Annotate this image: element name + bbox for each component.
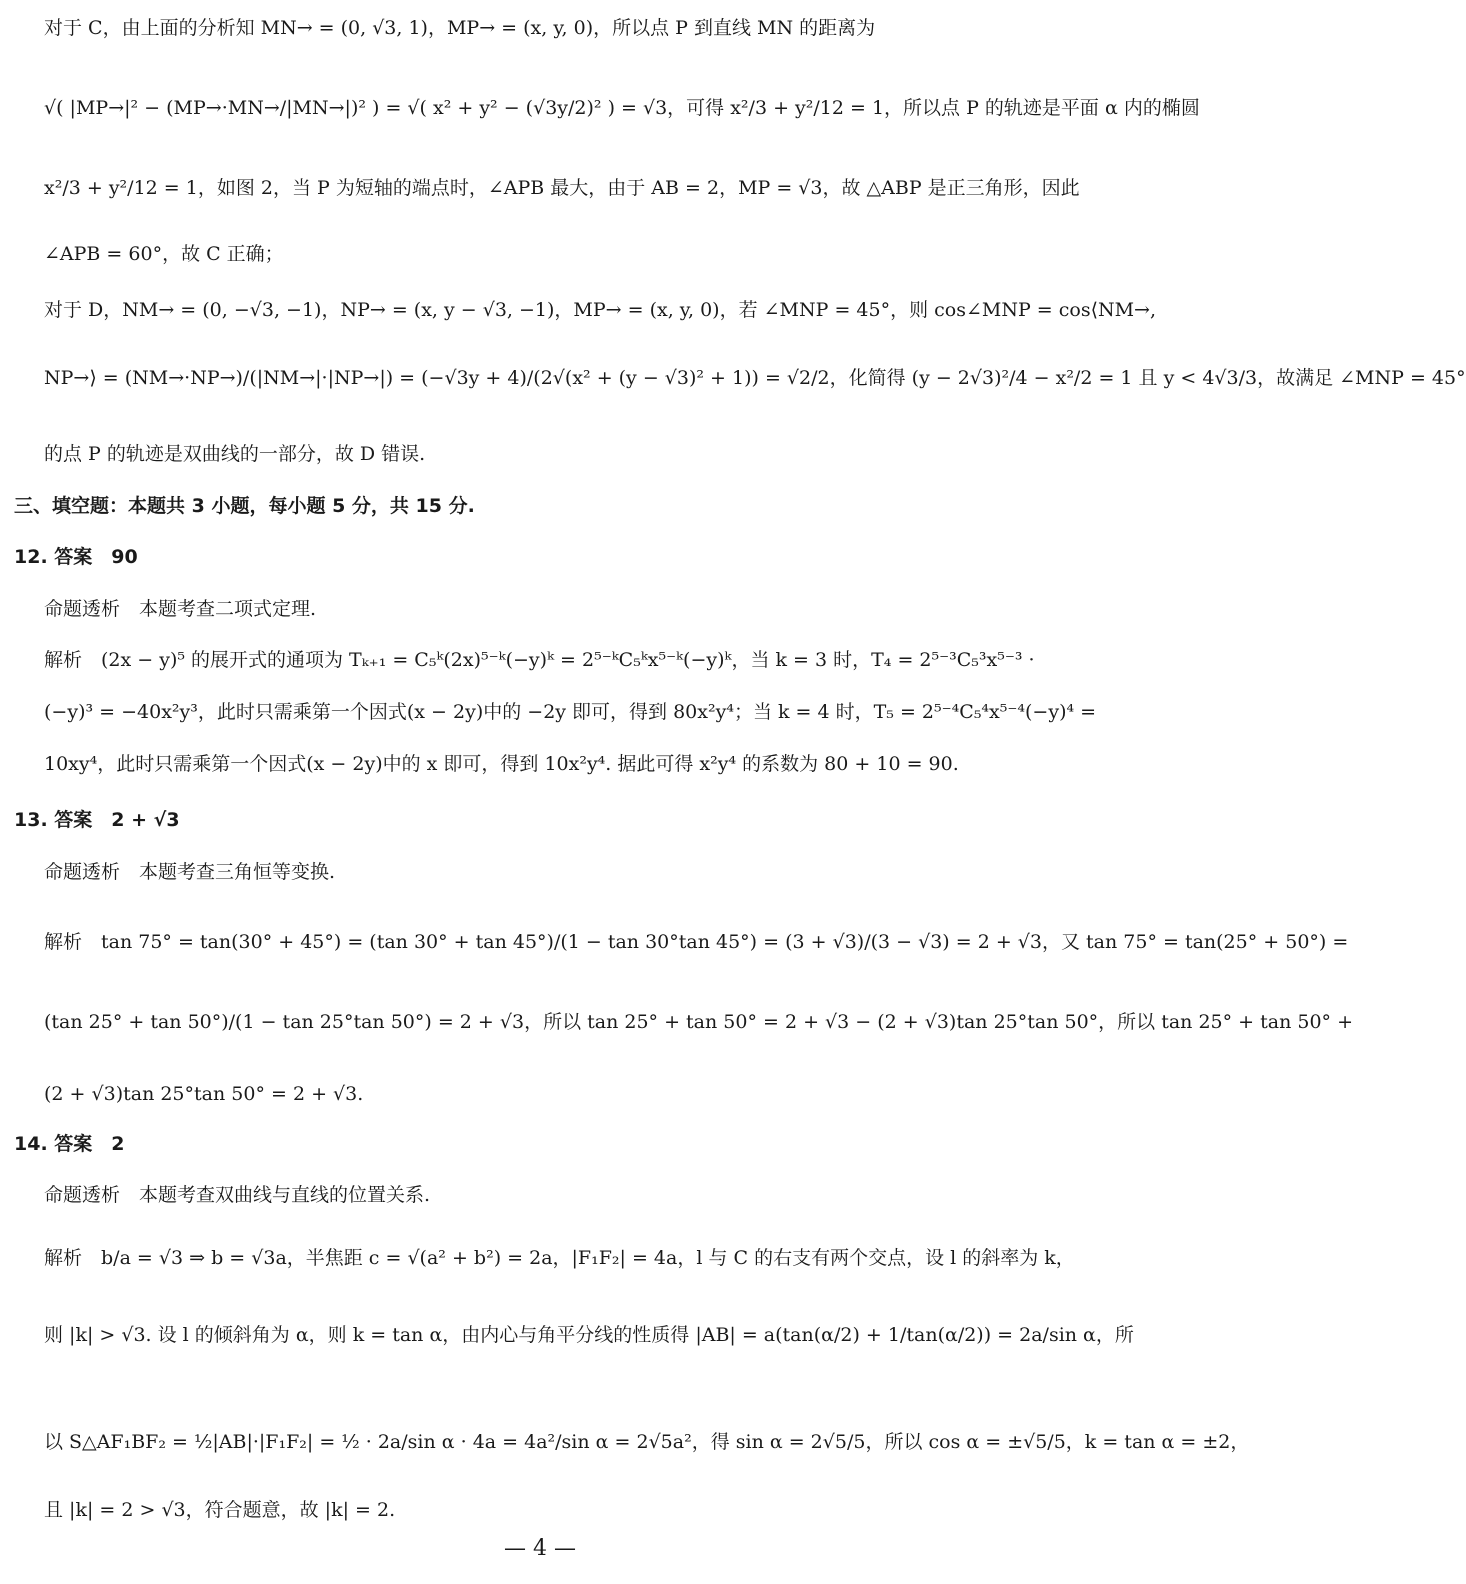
answer-heading: 14. 答案 2 — [14, 1133, 125, 1155]
answer-heading: 12. 答案 90 — [14, 546, 138, 568]
text-line: 以 S△AF₁BF₂ = ½|AB|·|F₁F₂| = ½ · 2a/sin α · 4a = 4a²/sin α = 2√5a²，得 sin α = 2√5/5，所以 cos α = ±√5/5，k = tan α = ±2， — [44, 1431, 1250, 1453]
text-line: 的点 P 的轨迹是双曲线的一部分，故 D 错误. — [44, 443, 426, 465]
text-line: 对于 D，NM→ = (0, −√3, −1)，NP→ = (x, y − √3, −1)，MP→ = (x, y, 0)，若 ∠MNP = 45°，则 cos∠MNP = cos⟨NM→, — [44, 299, 1157, 321]
text-line: NP→⟩ = (NM→·NP→)/(|NM→|·|NP→|) = (−√3y + 4)/(2√(x² + (y − √3)² + 1)) = √2/2，化简得 (y − 2√3)²/4 − x²/2 = 1 且 y < 4√3/3，故满足 ∠MNP = 45° — [44, 367, 1466, 389]
text-line: (2 + √3)tan 25°tan 50° = 2 + √3. — [44, 1083, 364, 1105]
analysis-line: 命题透析 本题考查二项式定理. — [44, 598, 317, 620]
text-line: 且 |k| = 2 > √3，符合题意，故 |k| = 2. — [44, 1499, 396, 1521]
page-number: — 4 — — [504, 1536, 576, 1561]
text-line: (tan 25° + tan 50°)/(1 − tan 25°tan 50°) = 2 + √3，所以 tan 25° + tan 50° = 2 + √3 − (2 + √3)tan 25°tan 50°，所以 tan 25° + tan 50° + — [44, 1011, 1354, 1033]
text-line: (−y)³ = −40x²y³，此时只需乘第一个因式(x − 2y)中的 −2y 即可，得到 80x²y⁴；当 k = 4 时，T₅ = 2⁵⁻⁴C₅⁴x⁵⁻⁴(−y)⁴ = — [44, 701, 1097, 723]
analysis-line: 命题透析 本题考查三角恒等变换. — [44, 861, 336, 883]
solution-line: 解析 b/a = √3 ⇒ b = √3a，半焦距 c = √(a² + b²) = 2a，|F₁F₂| = 4a，l 与 C 的右支有两个交点，设 l 的斜率为 k， — [44, 1247, 1075, 1269]
text-line: ∠APB = 60°，故 C 正确； — [44, 243, 284, 265]
text-line: x²/3 + y²/12 = 1，如图 2，当 P 为短轴的端点时，∠APB 最大，由于 AB = 2，MP = √3，故 △ABP 是正三角形，因此 — [44, 177, 1080, 199]
solution-line: 解析 tan 75° = tan(30° + 45°) = (tan 30° + tan 45°)/(1 − tan 30°tan 45°) = (3 + √3)/(3 − √3) = 2 + √3，又 tan 75° = tan(25° + 50°) = — [44, 931, 1349, 953]
analysis-line: 命题透析 本题考查双曲线与直线的位置关系. — [44, 1184, 431, 1206]
text-line: 10xy⁴，此时只需乘第一个因式(x − 2y)中的 x 即可，得到 10x²y⁴. 据此可得 x²y⁴ 的系数为 80 + 10 = 90. — [44, 753, 959, 775]
text-line: 对于 C，由上面的分析知 MN→ = (0, √3, 1)，MP→ = (x, y, 0)，所以点 P 到直线 MN 的距离为 — [44, 17, 876, 39]
section-heading: 三、填空题：本题共 3 小题，每小题 5 分，共 15 分. — [14, 495, 475, 517]
solution-line: 解析 (2x − y)⁵ 的展开式的通项为 Tₖ₊₁ = C₅ᵏ(2x)⁵⁻ᵏ(−y)ᵏ = 2⁵⁻ᵏC₅ᵏx⁵⁻ᵏ(−y)ᵏ，当 k = 3 时，T₄ = 2⁵⁻³C₅³x⁵⁻³ · — [44, 649, 1035, 671]
answer-heading: 13. 答案 2 + √3 — [14, 809, 180, 831]
text-line: 则 |k| > √3. 设 l 的倾斜角为 α，则 k = tan α，由内心与角平分线的性质得 |AB| = a(tan(α/2) + 1/tan(α/2)) = 2a/sin α，所 — [44, 1324, 1134, 1346]
text-line: √( |MP→|² − (MP→·MN→/|MN→|)² ) = √( x² + y² − (√3y/2)² ) = √3，可得 x²/3 + y²/12 = 1，所以点 P 的轨迹是平面 α 内的椭圆 — [44, 97, 1200, 119]
